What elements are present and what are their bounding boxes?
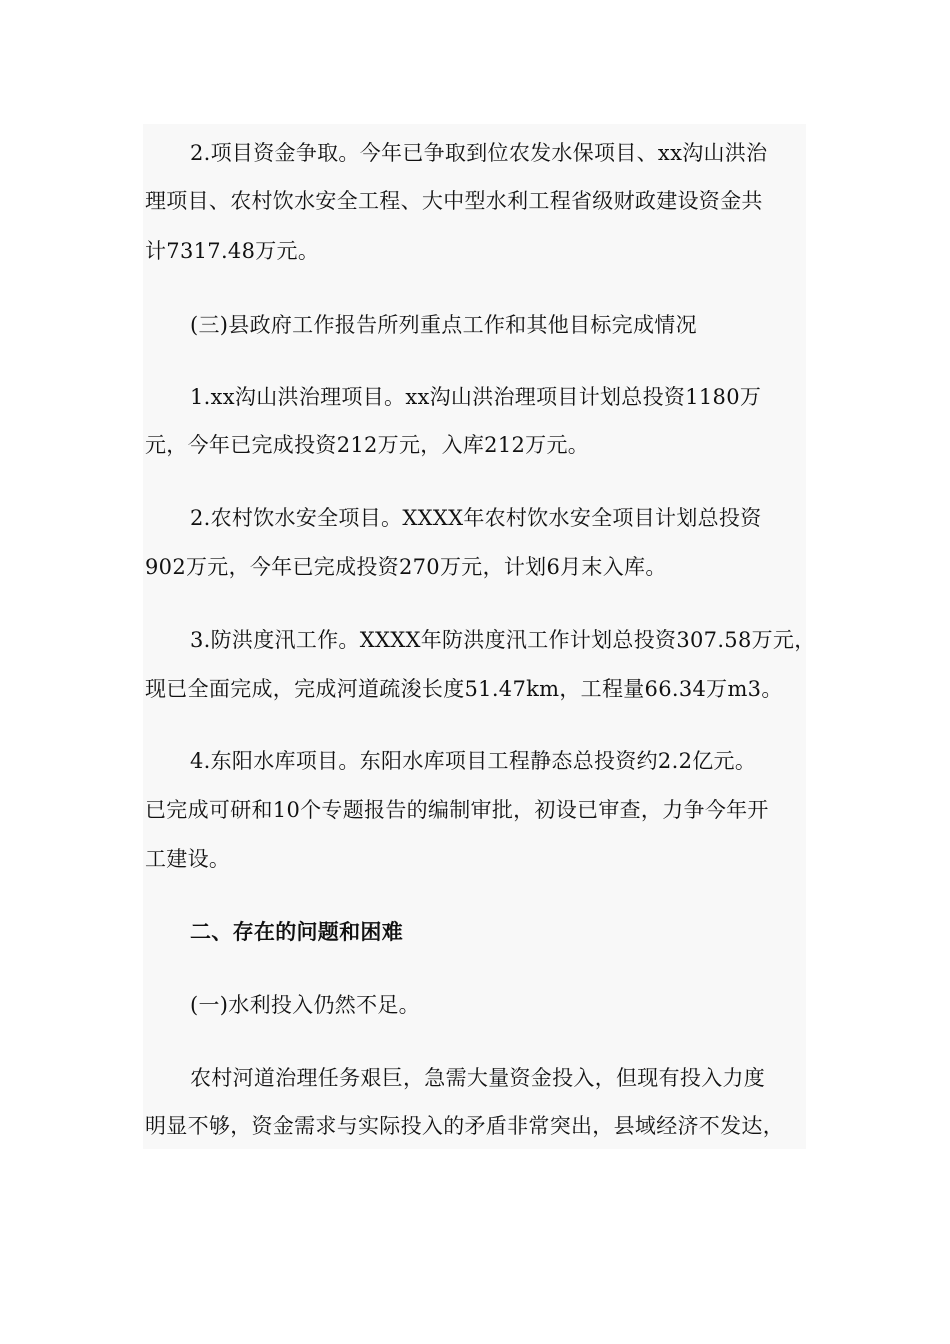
paragraph-line: 农村河道治理任务艰巨，急需大量资金投入，但现有投入力度 bbox=[190, 1066, 766, 1090]
paragraph-line: 元，今年已完成投资212万元，入库212万元。 bbox=[145, 433, 590, 457]
paragraph-line: 现已全面完成，完成河道疏浚长度51.47km，工程量66.34万m3。 bbox=[145, 677, 783, 701]
paragraph-line: 理项目、农村饮水安全工程、大中型水利工程省级财政建设资金共 bbox=[145, 189, 763, 213]
paragraph-line: 902万元，今年已完成投资270万元，计划6月末入库。 bbox=[145, 555, 667, 579]
paragraph-line: 2.项目资金争取。今年已争取到位农发水保项目、xx沟山洪治 bbox=[190, 141, 768, 165]
paragraph-line: 工建设。 bbox=[145, 847, 231, 871]
paragraph-line: 明显不够，资金需求与实际投入的矛盾非常突出，县域经济不发达， bbox=[145, 1114, 784, 1138]
paragraph-line: 1.xx沟山洪治理项目。xx沟山洪治理项目计划总投资1180万 bbox=[190, 385, 762, 409]
paragraph-line: 3.防洪度汛工作。XXXX年防洪度汛工作计划总投资307.58万元， bbox=[190, 628, 816, 652]
section-subheading: (三)县政府工作报告所列重点工作和其他目标完成情况 bbox=[190, 313, 697, 337]
paragraph-line: 2.农村饮水安全项目。XXXX年农村饮水安全项目计划总投资 bbox=[190, 506, 762, 530]
paragraph-line: 已完成可研和10个专题报告的编制审批，初设已审查，力争今年开 bbox=[145, 798, 769, 822]
section-subheading: (一)水利投入仍然不足。 bbox=[190, 993, 420, 1017]
section-heading: 二、存在的问题和困难 bbox=[190, 919, 403, 944]
paragraph-line: 4.东阳水库项目。东阳水库项目工程静态总投资约2.2亿元。 bbox=[190, 749, 757, 773]
paragraph-line: 计7317.48万元。 bbox=[145, 239, 320, 263]
